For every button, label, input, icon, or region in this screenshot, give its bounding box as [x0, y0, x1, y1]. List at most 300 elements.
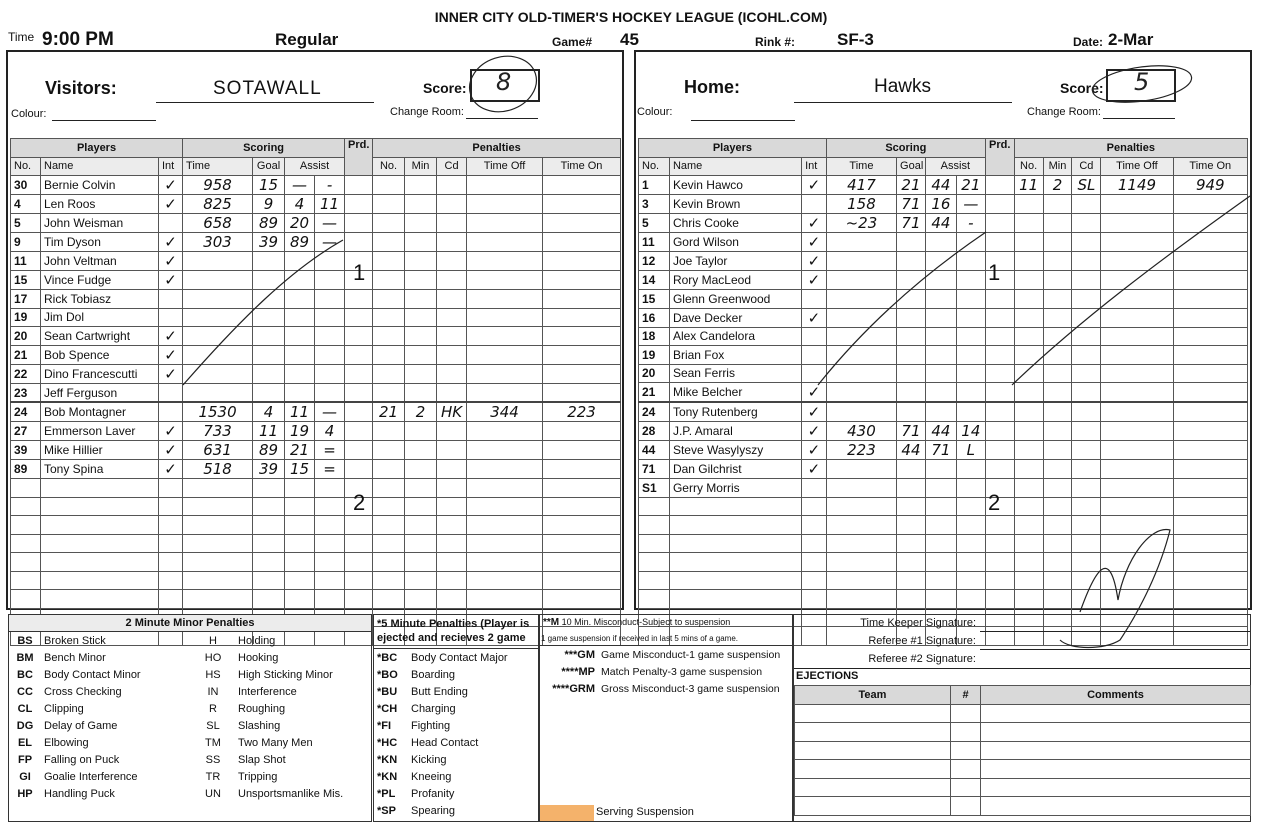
penalty-min: [405, 233, 437, 252]
player-row: [639, 252, 1248, 271]
score-time: 958: [183, 176, 253, 195]
score-assist-2: [956, 479, 985, 498]
score-assist-1: [285, 479, 315, 498]
score-time: [183, 479, 253, 498]
score-goal: [897, 327, 926, 346]
penalty-desc: High Sticking Minor: [238, 668, 333, 681]
scoring-header: Scoring: [826, 139, 985, 158]
major-title: *5 Minute Penalties (Player is ejected and recieves 2 game: [374, 615, 538, 649]
player-name: Chris Cooke: [669, 214, 801, 233]
penalty-cd: [1072, 214, 1101, 233]
score-time: [183, 327, 253, 346]
penalty-min: [405, 252, 437, 271]
legend-row: [9, 683, 371, 700]
penalty-min: [405, 571, 437, 590]
player-row: [11, 571, 621, 590]
player-number: S1: [639, 479, 670, 498]
score-assist-2: [315, 516, 345, 535]
score-goal: [253, 252, 285, 271]
score-time: [183, 553, 253, 572]
player-int: [802, 346, 827, 365]
penalty-off: [467, 327, 543, 346]
penalty-off: [1101, 290, 1173, 309]
col-min: Min: [405, 157, 437, 176]
penalty-off: [467, 571, 543, 590]
period-cell: [345, 553, 373, 572]
player-number: 30: [11, 176, 41, 195]
penalty-code: BM: [16, 651, 34, 664]
score-assist-1: [285, 308, 315, 327]
score-time: [183, 290, 253, 309]
score-goal: [253, 553, 285, 572]
col-int: Int: [159, 157, 183, 176]
player-name: Sean Ferris: [669, 364, 801, 383]
penalty-min: [405, 195, 437, 214]
penalty-no: [373, 590, 405, 609]
player-int: ✓: [159, 365, 183, 384]
score-time: [826, 383, 896, 403]
score-time: 825: [183, 195, 253, 214]
ejections-title: EJECTIONS: [796, 670, 859, 682]
penalty-desc: Hooking: [238, 651, 279, 664]
score-assist-2: [956, 497, 985, 516]
score-assist-1: [925, 402, 956, 422]
ejection-cell: [981, 778, 1251, 797]
penalty-off: [1101, 327, 1173, 346]
score-goal: 89: [253, 214, 285, 233]
score-time: [183, 308, 253, 327]
player-number: [11, 479, 41, 498]
penalty-on: [543, 365, 621, 384]
penalty-on: [1173, 590, 1247, 609]
period-cell: [985, 195, 1014, 214]
penalty-min: [1043, 534, 1072, 553]
score-assist-2: =: [315, 460, 345, 479]
player-number: 24: [639, 402, 670, 422]
period-cell: [345, 327, 373, 346]
players-header: Players: [11, 139, 183, 158]
score-time: 158: [826, 195, 896, 214]
legend-row: [374, 734, 538, 751]
player-number: 23: [11, 384, 41, 403]
player-int: [802, 553, 827, 572]
ejection-cell: [951, 704, 981, 723]
period-cell: [345, 460, 373, 479]
penalty-off: [1101, 364, 1173, 383]
player-number: 4: [11, 195, 41, 214]
player-int: ✓: [802, 214, 827, 233]
misc-m-code: **M: [543, 617, 560, 628]
penalty-cd: [1072, 271, 1101, 290]
penalty-min: 2: [405, 402, 437, 422]
penalty-cd: HK: [437, 402, 467, 422]
score-goal: [253, 590, 285, 609]
player-int: [802, 571, 827, 590]
period-cell: [345, 402, 373, 422]
score-goal: [253, 479, 285, 498]
penalty-desc: Head Contact: [411, 736, 479, 749]
score-time: [183, 534, 253, 553]
period-cell: [985, 441, 1014, 460]
ejection-cell: [795, 741, 951, 760]
player-row: [639, 233, 1248, 252]
player-int: [802, 195, 827, 214]
penalty-cd: [1072, 497, 1101, 516]
penalty-off: [1101, 195, 1173, 214]
player-int: ✓: [159, 195, 183, 214]
player-int: [159, 516, 183, 535]
player-number: 19: [639, 346, 670, 365]
penalty-desc: Match Penalty-3 game suspension: [601, 665, 763, 678]
score-assist-2: 14: [956, 422, 985, 441]
col-min: Min: [1043, 157, 1072, 176]
ejection-row: [795, 797, 1251, 816]
penalty-min: [405, 534, 437, 553]
player-name: Tony Rutenberg: [669, 402, 801, 422]
player-row: [639, 460, 1248, 479]
score-assist-2: [315, 308, 345, 327]
penalty-code: HO: [204, 651, 222, 664]
penalty-off: [1101, 233, 1173, 252]
legend-row: [374, 683, 538, 700]
score-time: [826, 571, 896, 590]
penalty-min: [1043, 590, 1072, 609]
player-number: 15: [639, 290, 670, 309]
penalty-no: [373, 571, 405, 590]
legend-row: [9, 649, 371, 666]
player-number: 12: [639, 252, 670, 271]
score-goal: [897, 364, 926, 383]
penalty-code: SS: [205, 753, 221, 766]
player-number: 15: [11, 271, 41, 290]
game-type: Regular: [275, 30, 339, 49]
penalty-cd: [1072, 346, 1101, 365]
player-int: ✓: [159, 460, 183, 479]
penalty-desc: Elbowing: [44, 736, 89, 749]
penalty-on: [1173, 271, 1247, 290]
legend-row: [374, 700, 538, 717]
penalty-on: [543, 460, 621, 479]
referee2-signature-label: Referee #2 Signature:: [868, 653, 976, 665]
penalty-cd: [437, 233, 467, 252]
penalty-on: [543, 271, 621, 290]
player-name: Kevin Hawco: [669, 176, 801, 195]
score-goal: [253, 308, 285, 327]
score-goal: [253, 516, 285, 535]
penalty-cd: [437, 516, 467, 535]
player-int: [802, 327, 827, 346]
player-int: ✓: [802, 422, 827, 441]
player-name: Jeff Ferguson: [41, 384, 159, 403]
penalty-desc: Body Contact Major: [411, 651, 508, 664]
score-assist-2: —: [315, 402, 345, 422]
penalty-on: [543, 214, 621, 233]
penalty-code: CC: [17, 685, 33, 698]
score-goal: [897, 516, 926, 535]
player-number: 14: [639, 271, 670, 290]
penalty-no: [373, 271, 405, 290]
score-assist-1: [925, 479, 956, 498]
penalty-off: [1101, 460, 1173, 479]
penalty-on: [543, 571, 621, 590]
col-no: No.: [639, 157, 670, 176]
player-int: [802, 516, 827, 535]
period-cell: [985, 571, 1014, 590]
score-assist-2: [956, 346, 985, 365]
penalty-code: *SP: [377, 804, 396, 817]
score-assist-2: =: [315, 441, 345, 460]
penalty-off: [1101, 553, 1173, 572]
penalty-cd: [437, 384, 467, 403]
score-time: ~23: [826, 214, 896, 233]
penalty-no: 21: [373, 402, 405, 422]
penalty-off: [467, 214, 543, 233]
col-pen-no: No.: [373, 157, 405, 176]
penalty-code: SL: [206, 719, 220, 732]
penalty-on: [1173, 252, 1247, 271]
penalty-cd: [437, 422, 467, 441]
score-time: 518: [183, 460, 253, 479]
penalty-desc: Slashing: [238, 719, 281, 732]
player-name: Gerry Morris: [669, 479, 801, 498]
penalty-min: [1043, 252, 1072, 271]
period-cell: [985, 422, 1014, 441]
score-time: [826, 534, 896, 553]
score-goal: 39: [253, 233, 285, 252]
score-assist-2: [956, 460, 985, 479]
score-goal: 44: [897, 441, 926, 460]
col-no: No.: [11, 157, 41, 176]
period-cell: [985, 214, 1014, 233]
penalty-no: [1014, 422, 1043, 441]
score-assist-2: [315, 590, 345, 609]
penalty-off: [467, 252, 543, 271]
player-name: Gord Wilson: [669, 233, 801, 252]
penalty-min: [1043, 290, 1072, 309]
penalty-no: [373, 308, 405, 327]
player-name: Brian Fox: [669, 346, 801, 365]
score-assist-1: [925, 233, 956, 252]
player-int: [159, 479, 183, 498]
period-cell: [985, 590, 1014, 609]
penalty-off: [1101, 516, 1173, 535]
penalty-cd: [1072, 441, 1101, 460]
penalty-code: *CH: [377, 702, 398, 715]
rink-value: SF-3: [837, 30, 874, 49]
player-row: [639, 195, 1248, 214]
date-value: 2-Mar: [1108, 30, 1154, 49]
prd-header: Prd.: [345, 139, 373, 176]
penalty-min: [1043, 308, 1072, 327]
penalty-desc: Bench Minor: [44, 651, 106, 664]
penalty-cd: [1072, 327, 1101, 346]
player-int: [802, 479, 827, 498]
player-row: [639, 271, 1248, 290]
legend-row: [374, 802, 538, 819]
score-assist-2: [956, 364, 985, 383]
penalty-off: [467, 233, 543, 252]
serving-suspension-label: Serving Suspension: [596, 806, 694, 818]
player-row: [11, 214, 621, 233]
player-row: [639, 383, 1248, 403]
penalty-code: GI: [19, 770, 31, 783]
penalties-header: Penalties: [1014, 139, 1247, 158]
penalty-no: [373, 365, 405, 384]
player-int: ✓: [802, 460, 827, 479]
penalty-min: [1043, 571, 1072, 590]
score-assist-1: [925, 290, 956, 309]
player-name: Tim Dyson: [41, 233, 159, 252]
player-int: ✓: [802, 233, 827, 252]
penalty-on: [1173, 308, 1247, 327]
period-cell: [345, 384, 373, 403]
score-goal: [897, 383, 926, 403]
penalty-on: [543, 176, 621, 195]
penalty-cd: [437, 534, 467, 553]
ejection-cell: [795, 797, 951, 816]
penalty-desc: Kneeing: [411, 770, 452, 783]
penalty-cd: [1072, 195, 1101, 214]
legend-row: [374, 751, 538, 768]
player-row: [639, 571, 1248, 590]
player-int: [159, 402, 183, 422]
player-name: Bob Spence: [41, 346, 159, 365]
penalty-desc: Falling on Puck: [44, 753, 120, 766]
referee1-signature-label: Referee #1 Signature:: [868, 635, 976, 647]
score-assist-1: —: [285, 176, 315, 195]
score-assist-2: [315, 271, 345, 290]
player-number: 22: [11, 365, 41, 384]
score-time: [826, 590, 896, 609]
legend-row: [374, 649, 538, 666]
score-goal: [897, 402, 926, 422]
player-number: [639, 534, 670, 553]
home-change-room-label: Change Room:: [1027, 106, 1101, 118]
penalty-off: [1101, 402, 1173, 422]
penalty-code: ****GRM: [552, 682, 595, 695]
player-row: [11, 290, 621, 309]
visitors-score: 8: [496, 68, 512, 96]
penalty-desc: Game Misconduct-1 game suspension: [601, 648, 781, 661]
player-name: Tony Spina: [41, 460, 159, 479]
penalty-no: [373, 384, 405, 403]
player-number: 89: [11, 460, 41, 479]
player-row: [11, 384, 621, 403]
score-goal: 4: [253, 402, 285, 422]
score-assist-1: [925, 252, 956, 271]
score-time: 658: [183, 214, 253, 233]
period-cell: [985, 346, 1014, 365]
penalty-desc: Slap Shot: [238, 753, 286, 766]
penalty-no: [373, 497, 405, 516]
score-assist-1: 44: [925, 422, 956, 441]
score-assist-1: [925, 271, 956, 290]
home-score: 5: [1134, 68, 1150, 96]
player-number: [639, 590, 670, 609]
player-row: [11, 534, 621, 553]
col-assist: Assist: [925, 157, 985, 176]
home-panel: [634, 50, 1252, 610]
ejections-comments-header: Comments: [981, 686, 1251, 705]
penalty-off: [467, 271, 543, 290]
period-cell: [985, 534, 1014, 553]
penalty-on: [1173, 534, 1247, 553]
player-number: [639, 516, 670, 535]
player-row: [11, 553, 621, 572]
player-name: Bernie Colvin: [41, 176, 159, 195]
penalty-code: TR: [205, 770, 221, 783]
misc-m-text: 10 Min. Misconduct-Subject to suspension: [561, 617, 731, 627]
score-goal: [897, 534, 926, 553]
penalty-cd: [1072, 252, 1101, 271]
score-goal: 21: [897, 176, 926, 195]
penalty-on: [1173, 327, 1247, 346]
player-row: [639, 590, 1248, 609]
score-assist-2: [956, 290, 985, 309]
period-cell: [345, 516, 373, 535]
player-row: [11, 327, 621, 346]
penalty-off: [467, 460, 543, 479]
player-number: 24: [11, 402, 41, 422]
penalty-min: [1043, 271, 1072, 290]
player-row: [639, 516, 1248, 535]
player-name: Vince Fudge: [41, 271, 159, 290]
penalty-no: [373, 195, 405, 214]
penalty-cd: [1072, 590, 1101, 609]
player-name: Bob Montagner: [41, 402, 159, 422]
player-name: [41, 590, 159, 609]
player-name: [41, 516, 159, 535]
period-cell: [985, 364, 1014, 383]
penalty-code: *BO: [377, 668, 398, 681]
penalty-off: [1101, 383, 1173, 403]
player-name: Alex Candelora: [669, 327, 801, 346]
penalty-min: [405, 290, 437, 309]
player-row: [639, 290, 1248, 309]
score-goal: [253, 346, 285, 365]
legend-row: [540, 663, 792, 680]
ejection-cell: [981, 723, 1251, 742]
penalty-no: [1014, 364, 1043, 383]
penalty-off: [467, 195, 543, 214]
score-goal: 89: [253, 441, 285, 460]
penalty-on: [543, 195, 621, 214]
penalty-no: [373, 290, 405, 309]
score-time: [826, 460, 896, 479]
penalty-cd: [1072, 233, 1101, 252]
penalty-off: [1101, 571, 1173, 590]
penalty-on: [543, 497, 621, 516]
score-goal: [897, 252, 926, 271]
penalty-desc: Charging: [411, 702, 456, 715]
penalty-off: [1101, 308, 1173, 327]
ejection-cell: [981, 704, 1251, 723]
player-int: [159, 497, 183, 516]
player-number: 17: [11, 290, 41, 309]
period-cell: [985, 290, 1014, 309]
score-assist-1: 44: [925, 214, 956, 233]
score-time: [826, 479, 896, 498]
ejections-no-header: #: [951, 686, 981, 705]
player-name: [669, 553, 801, 572]
player-int: ✓: [802, 383, 827, 403]
period-cell: [345, 214, 373, 233]
penalty-cd: [437, 271, 467, 290]
score-assist-1: [285, 346, 315, 365]
period-cell: [985, 308, 1014, 327]
penalty-min: [405, 497, 437, 516]
penalty-code: H: [209, 634, 217, 647]
